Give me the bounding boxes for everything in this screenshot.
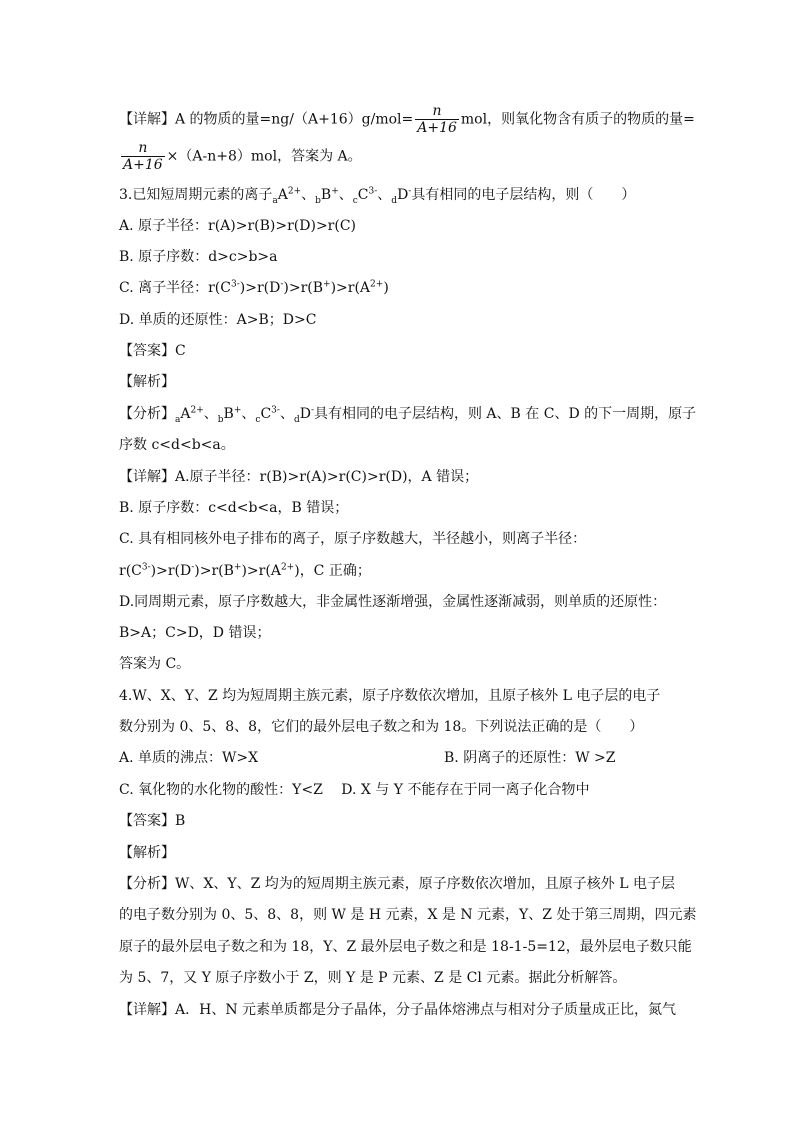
ion-A: A [277,187,288,203]
text-segment: )>r(A [330,280,371,296]
ion-C-charge: 3- [271,405,280,416]
text-segment: )>r(B [283,280,324,296]
text-segment: ，C 正确； [299,563,371,579]
q3-analysis-heading: 【解析】 [119,374,175,390]
fraction [121,140,165,173]
separator: 、 [377,187,392,203]
q3-detail-d: D.同周期元素，原子序数越大，非金属性逐渐增强，金属性逐渐减弱，则单质的还原性： [119,594,667,610]
ion-a-index: a [272,195,278,206]
ion-b-index: b [217,414,224,425]
q3-detail-b: B. 原子序数：c<d<b<a，B 错误； [119,500,349,516]
detail-line-2 [119,140,674,173]
q3-option-a: A. 原子半径：r(A)>r(B)>r(D)>r(C) [119,218,357,234]
q3-detail-d-2: B>A；C>D，D 错误； [119,625,271,641]
q4-analysis-heading: 【解析】 [119,845,175,861]
ion-C: C [260,406,272,422]
text-segment: r(C [119,563,142,579]
ion-c-index: c [255,414,261,425]
text-segment: mol，则氧化物含有质子的物质的量= [460,111,695,128]
q4-fenxi-line-3: 原子的最外层电子数之和为 18，Y、Z 最外层电子数之和是 18-1-5=12，最外层电子数只能 [119,939,692,955]
separator: 、 [338,187,353,203]
q3-option-b: B. 原子序数：d>c>b>a [119,249,278,265]
ion-B-charge: + [323,279,331,290]
ion-a-index: a [175,414,181,425]
text-segment: ) [383,280,389,296]
ion-A: A [180,406,191,422]
question-4-stem-2: 数分别为 0、5、8、8，它们的最外层电子数之和为 18。下列说法正确的是（ ） [119,719,644,735]
text-segment: 具有相同的电子层结构，则 A、B 在 C、D 的下一周期，原子 [313,406,697,422]
separator: 、 [301,187,316,203]
ion-D-charge: - [280,279,284,290]
ion-D: D [299,406,311,422]
ion-C: C [357,187,369,203]
ion-C-charge: 3- [368,186,378,197]
q4-options-ab [119,748,674,768]
question-4-stem-1: 4.W、X、Y、Z 均为短周期主族元素，原子序数依次增加，且原子核外 L 电子层的电子 [119,688,661,704]
ion-A-charge: 2+ [190,405,204,416]
ion-B-charge: + [233,562,242,573]
fraction-denominator: A+16 [123,157,163,173]
separator: 、 [279,406,294,422]
ion-D-charge: - [191,562,195,573]
text-segment: )>r(B [194,563,234,579]
ion-D-charge: - [310,405,314,416]
ion-b-index: b [315,195,321,206]
ion-D-charge: - [408,186,412,197]
q3-answer: 【答案】C [119,343,186,359]
q3-detail-a: 【详解】A.原子半径：r(B)>r(A)>r(C)>r(D)，A 错误； [119,469,479,485]
text-segment: C. 离子半径：r(C [119,280,231,296]
text-segment: 3.已知短周期元素的离子 [119,187,273,203]
q4-fenxi-line-2: 的电子数分别为 0、5、8、8，则 W 是 H 元素，X 是 N 元素，Y、Z 处于第三周期，四元素 [119,907,697,923]
text-segment: )>r(A [241,563,281,579]
ion-C-charge: 3- [141,562,151,573]
fraction [415,103,459,136]
ion-D: D [397,187,409,203]
ion-A-charge: 2+ [287,186,302,197]
q3-fenxi-line-1 [119,404,697,425]
q3-fenxi-line-2: 序数 c<d<b<a。 [119,437,235,453]
ion-B-charge: + [331,186,339,197]
fraction-numerator: n [432,103,442,119]
text-segment: )>r(D [239,280,281,296]
ion-B: B [320,187,332,203]
q4-options-cd: C. 氧化物的水化物的酸性：Y<Z D. X 与 Y 不能存在于同一离子化合物中 [119,782,590,798]
text-segment: 【详解】A 的物质的量=ng/（A+16）g/mol= [119,111,414,128]
q4-fenxi-line-1: 【分析】W、X、Y、Z 均为的短周期主族元素，原子序数依次增加，且原子核外 L 电子层 [119,876,675,892]
ion-A-charge: 2+ [370,279,384,290]
ion-A-charge: 2+ [280,562,295,573]
ion-d-index: d [293,414,300,425]
text-segment: ×（A-n+8）mol，答案为 A。 [166,148,362,165]
ion-B-charge: + [233,405,242,416]
q4-option-b: B. 阴离子的还原性：W >Z [444,750,616,766]
ion-C-charge: 3- [230,279,240,290]
q4-detail-line-1: 【详解】A．H、N 元素单质都是分子晶体，分子晶体熔沸点与相对分子质量成正比，氮气 [119,1002,677,1018]
ion-c-index: c [352,195,358,206]
q3-option-d: D. 单质的还原性：A>B；D>C [119,312,317,328]
q3-final-answer: 答案为 C。 [119,656,191,672]
q3-detail-c-formula [119,561,674,581]
separator: 、 [241,406,256,422]
detail-line-1 [119,103,695,136]
fraction-denominator: A+16 [417,120,457,136]
text-segment: 【分析】 [119,406,175,422]
separator: 、 [203,406,218,422]
text-segment: )>r(D [150,563,192,579]
text-segment: ) [294,563,300,579]
q4-option-a: A. 单质的沸点：W>X [119,750,259,766]
ion-d-index: d [391,195,398,206]
text-segment: 具有相同的电子层结构，则（ ） [411,187,636,203]
q4-answer: 【答案】B [119,813,186,829]
q3-detail-c: C. 具有相同核外电子排布的离子，原子序数越大，半径越小，则离子半径： [119,531,587,547]
question-3-stem [119,185,674,205]
q3-option-c [119,278,674,298]
ion-B: B [223,406,234,422]
fraction-numerator: n [138,140,148,156]
q4-fenxi-line-4: 为 5、7，又 Y 原子序数小于 Z，则 Y 是 P 元素、Z 是 Cl 元素。据此分析解答。 [119,970,627,986]
